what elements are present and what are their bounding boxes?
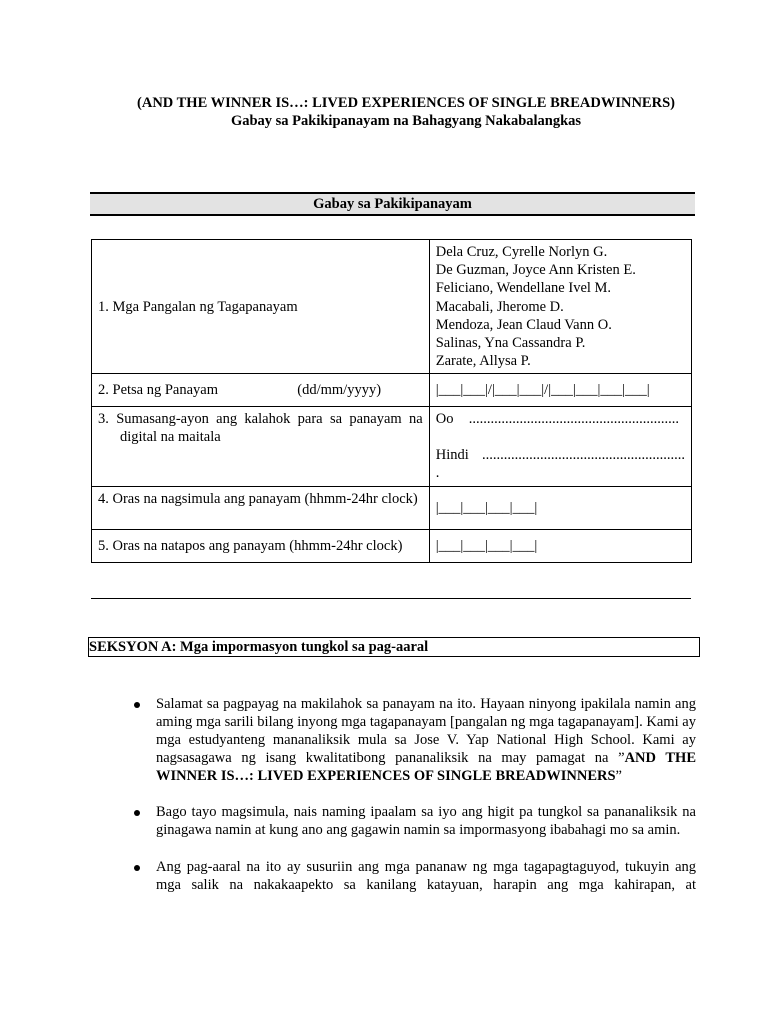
bullet-1-text: Salamat sa pagpayag na makilahok sa panayam na ito. Hayaan ninyong ipakilala namin ang aming mga sarili bilang inyong mga tagapanayam [pangalan ng mga tagapanayam]. Kami ay mga estudyanteng mananaliksik mula sa Jose V. Yap National High School. Kami ay nagsasagawa ng isang kwalitatibong pananaliksik na may pamagat na ” <box>156 696 696 766</box>
document-subtitle: Gabay sa Pakikipanayam na Bahagyang Nakabalangkas <box>230 113 582 129</box>
consent-label-line1: 3. Sumasang-ayon ang kalahok para sa panayam na <box>98 411 423 428</box>
table-row <box>92 530 692 563</box>
interviewer-name: Feliciano, Wendellane Ivel M. <box>435 280 612 297</box>
bullet-1-bold-title: AND THE WINNER IS…: LIVED EXPERIENCES OF SINGLE BREADWINNERS <box>156 750 697 784</box>
date-format-text: (dd/mm/yyyy) <box>297 382 382 399</box>
interviewer-name: Salinas, Yna Cassandra P. <box>435 335 586 352</box>
interviewer-name: Zarate, Allysa P. <box>435 353 531 370</box>
bullet-paragraph-1 <box>156 695 696 785</box>
consent-options <box>429 407 691 487</box>
interview-info-table <box>91 239 692 563</box>
consent-yes-label: Oo <box>435 411 454 428</box>
end-time-label: 5. Oras na natapos ang panayam (hhmm-24hr clock) <box>92 530 430 563</box>
guide-heading: Gabay sa Pakikipanayam <box>90 192 695 216</box>
interviewer-name: Mendoza, Jean Claud Vann O. <box>435 316 612 333</box>
table-row <box>92 240 692 374</box>
table-row <box>92 374 692 407</box>
consent-label <box>92 407 430 487</box>
start-time-field[interactable]: |___|___|___|___| <box>429 487 691 530</box>
interviewers-label: 1. Mga Pangalan ng Tagapanayam <box>92 240 430 374</box>
start-time-label: 4. Oras na nagsimula ang panayam (hhmm-24hr clock) <box>92 487 430 530</box>
interviewers-names <box>429 240 691 374</box>
bullet-icon <box>134 702 140 708</box>
consent-no-option[interactable] <box>436 446 685 464</box>
interviewer-name: Macabali, Jherome D. <box>435 298 564 315</box>
interviewer-name: Dela Cruz, Cyrelle Norlyn G. <box>435 244 608 260</box>
bullet-1-end: ” <box>615 768 622 784</box>
consent-label-line2: digital na maitala <box>120 429 221 446</box>
consent-no-line-tail: . <box>435 465 440 482</box>
table-row <box>92 487 692 530</box>
interview-date-field[interactable]: |___|___|/|___|___|/|___|___|___|___| <box>429 374 691 407</box>
consent-no-label: Hindi <box>435 447 469 464</box>
bullet-icon <box>134 865 140 871</box>
bullet-icon <box>134 810 140 816</box>
interview-date-label <box>92 374 430 407</box>
consent-yes-line: .......................................................... <box>468 411 679 428</box>
consent-yes-option[interactable] <box>436 410 685 428</box>
date-label-text: 2. Petsa ng Panayam <box>98 382 219 399</box>
bullet-paragraph-2: Bago tayo magsimula, nais naming ipaalam sa iyo ang higit pa tungkol sa pananaliksik na ginagawa namin at kung ano ang gagawin namin sa impormasyong ibabahagi mo sa amin. <box>156 804 696 838</box>
table-row <box>92 407 692 487</box>
end-time-field[interactable]: |___|___|___|___| <box>429 530 691 563</box>
section-a-heading: SEKSYON A: Mga impormasyon tungkol sa pag-aaral <box>88 637 700 657</box>
divider <box>91 598 691 599</box>
consent-no-line: ........................................................ <box>482 447 685 464</box>
interviewer-name: De Guzman, Joyce Ann Kristen E. <box>435 262 636 279</box>
bullet-paragraph-3: Ang pag-aaral na ito ay susuriin ang mga pananaw ng mga tagapagtaguyod, tukuyin ang mga salik na nakakaapekto sa kanilang katayuan, harapin ang mga kahirapan, at <box>156 859 696 893</box>
document-title: (AND THE WINNER IS…: LIVED EXPERIENCES OF SINGLE BREADWINNERS) <box>137 95 675 111</box>
